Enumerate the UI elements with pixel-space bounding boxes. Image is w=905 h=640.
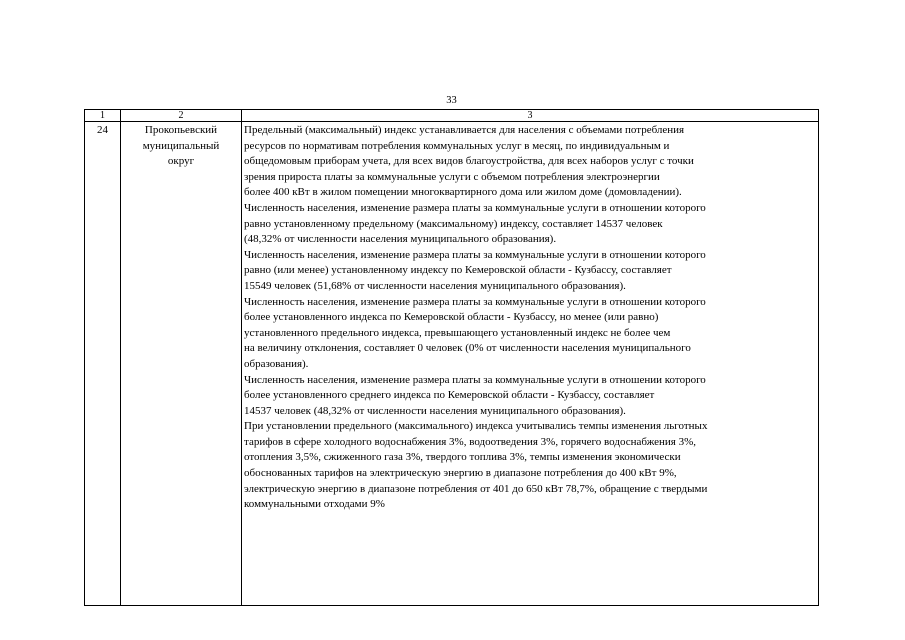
description-line: Численность населения, изменение размера платы за коммунальные услуги в отношении которого: [244, 248, 706, 261]
description-line: отопления 3,5%, сжиженного газа 3%, твердого топлива 3%, темпы изменения экономически: [244, 451, 681, 464]
description-line: зрения прироста платы за коммунальные услуги с объемом потребления электроэнергии: [244, 170, 660, 183]
description-line: Численность населения, изменение размера платы за коммунальные услуги в отношении которого: [244, 201, 706, 214]
row-number-cell: 24: [85, 122, 121, 606]
description-line: равно установленному предельному (максимальному) индексу, составляет 14537 человек: [244, 217, 663, 230]
description-line: коммунальными отходами 9%: [244, 498, 385, 511]
description-line: электрическую энергию в диапазоне потребления от 401 до 650 кВт 78,7%, обращение с твердыми: [244, 482, 708, 495]
description-line: на величину отклонения, составляет 0 человек (0% от численности населения муниципального: [244, 342, 691, 355]
municipality-name-cell: [121, 122, 242, 606]
description-line: ресурсов по нормативам потребления коммунальных услуг в месяц, по индивидуальным и: [244, 139, 670, 152]
municipality-name-line: Прокопьевский: [144, 124, 218, 136]
description-line: Предельный (максимальный) индекс устанавливается для населения с объемами потребления: [244, 124, 685, 136]
description-line: равно (или менее) установленному индексу по Кемеровской области - Кузбассу, составляет: [244, 264, 672, 277]
header-cell-3: 3: [242, 110, 819, 122]
description-line: более установленного индекса по Кемеровской области - Кузбассу, но менее (или равно): [244, 311, 659, 324]
tariff-index-table: [84, 109, 819, 606]
page-number: 33: [446, 95, 457, 106]
description-line: общедомовым приборам учета, для всех видов благоустройства, для всех наборов услуг с точки: [244, 155, 694, 168]
description-line: Численность населения, изменение размера платы за коммунальные услуги в отношении которого: [244, 295, 706, 308]
description-line: обоснованных тарифов на электрическую энергию в диапазоне потребления до 400 кВт 9%,: [244, 467, 677, 480]
header-cell-1: 1: [85, 110, 121, 122]
description-line: установленного предельного индекса, превышающего установленный индекс не более чем: [244, 326, 671, 339]
table-row: [85, 122, 819, 606]
description-line: более установленного среднего индекса по Кемеровской области - Кузбассу, составляет: [244, 389, 655, 402]
table-header-row: [85, 110, 819, 122]
description-line: 14537 человек (48,32% от численности населения муниципального образования).: [244, 404, 626, 417]
description-cell: [242, 122, 819, 606]
description-line: образования).: [244, 357, 309, 370]
municipality-name-line: округ: [167, 155, 195, 168]
municipality-name-line: муниципальный: [142, 139, 220, 152]
description-line: 15549 человек (51,68% от численности населения муниципального образования).: [244, 279, 626, 292]
description-line: более 400 кВт в жилом помещении многоквартирного дома или жилом доме (домовладении).: [244, 186, 682, 199]
description-line: При установлении предельного (максимального) индекса учитывались темпы изменения льготных: [244, 420, 708, 433]
description-line: тарифов в сфере холодного водоснабжения 3%, водоотведения 3%, горячего водоснабжения 3%,: [244, 435, 697, 448]
description-line: (48,32% от численности населения муниципального образования).: [244, 233, 557, 246]
header-cell-2: 2: [121, 110, 242, 122]
description-line: Численность населения, изменение размера платы за коммунальные услуги в отношении которого: [244, 373, 706, 386]
